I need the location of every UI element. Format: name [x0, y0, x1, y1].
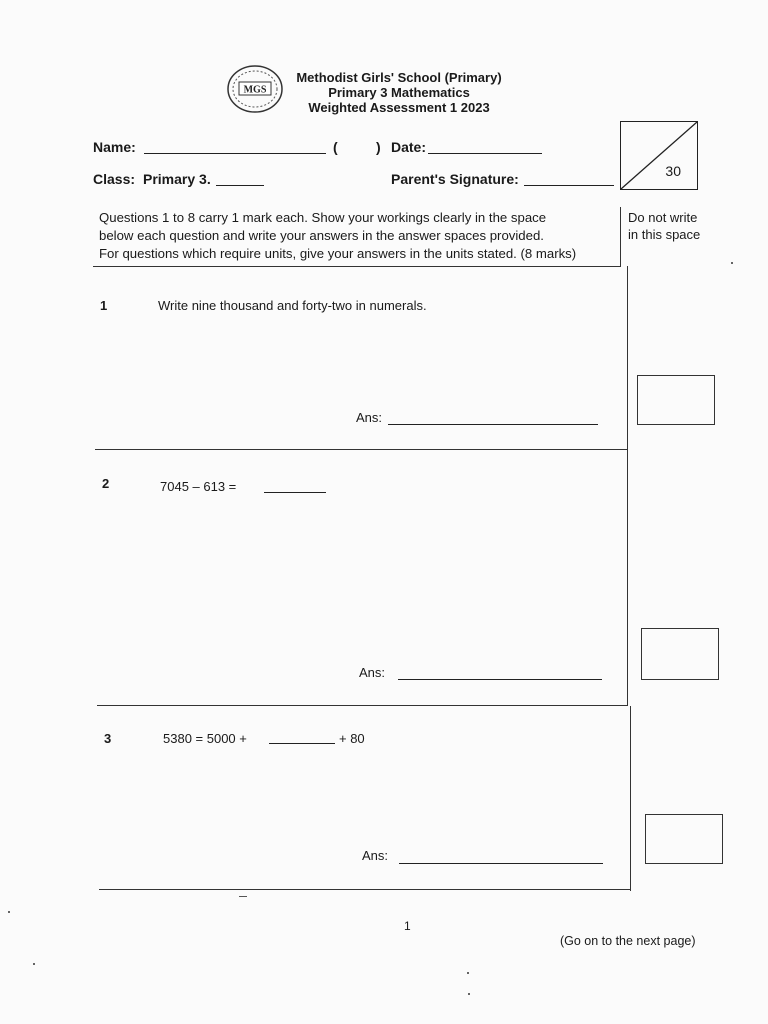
assessment-title: Weighted Assessment 1 2023 — [308, 100, 490, 115]
question-2-mark-box — [641, 628, 719, 680]
question-1-divider — [95, 449, 628, 450]
margin-divider-lower — [630, 706, 631, 891]
svg-text:MGS: MGS — [243, 84, 267, 96]
question-1-answer-field[interactable] — [388, 424, 598, 425]
do-not-write-note: Do not write in this space — [628, 210, 701, 242]
margin-divider-upper — [627, 266, 628, 706]
question-2-blank[interactable] — [264, 492, 326, 493]
question-1-number: 1 — [100, 298, 108, 313]
scan-speck — [33, 963, 35, 965]
instruction-line-3: For questions which require units, give your answers in the units stated. (8 marks) — [99, 246, 577, 261]
signature-label: Parent's Signature: — [391, 171, 519, 187]
question-2-ans-label: Ans: — [359, 665, 386, 680]
question-3-expression: 5380 = 5000 + — [163, 731, 247, 746]
name-field[interactable] — [144, 153, 326, 154]
class-label: Class: — [93, 171, 136, 187]
date-label: Date: — [391, 139, 427, 155]
subject-title: Primary 3 Mathematics — [328, 85, 470, 100]
scan-speck — [239, 896, 247, 897]
class-value: Primary 3. — [143, 171, 211, 187]
question-2-answer-field[interactable] — [398, 679, 602, 680]
question-3-blank[interactable] — [269, 743, 335, 744]
question-2-expression: 7045 – 613 = — [160, 479, 237, 494]
question-3-answer-field[interactable] — [399, 863, 603, 864]
question-3-mark-box — [645, 814, 723, 864]
signature-field[interactable] — [524, 185, 614, 186]
paren-open: ( — [333, 139, 338, 155]
question-1-ans-label: Ans: — [356, 410, 383, 425]
scan-speck — [468, 993, 470, 995]
school-logo — [226, 64, 284, 114]
score-box — [620, 121, 698, 190]
score-total: 30 — [665, 163, 681, 179]
class-field[interactable] — [216, 185, 264, 186]
instruction-divider — [620, 207, 621, 267]
instruction-bottom-rule — [93, 266, 621, 267]
page-number: 1 — [404, 919, 411, 933]
question-2-divider — [97, 705, 628, 706]
question-2-number: 2 — [102, 476, 110, 491]
question-3-divider — [99, 889, 630, 890]
question-1-text: Write nine thousand and forty-two in numerals. — [158, 298, 427, 313]
school-header — [284, 70, 514, 115]
date-field[interactable] — [428, 153, 542, 154]
scan-speck — [8, 911, 10, 913]
question-3-expression-end: + 80 — [339, 731, 365, 746]
question-3-number: 3 — [104, 731, 112, 746]
question-1-mark-box — [637, 375, 715, 425]
instruction-line-1: Questions 1 to 8 carry 1 mark each. Show your workings clearly in the space — [99, 210, 547, 225]
question-3-ans-label: Ans: — [362, 848, 389, 863]
name-label: Name: — [93, 139, 136, 155]
school-name: Methodist Girls' School (Primary) — [296, 70, 502, 85]
instruction-line-2: below each question and write your answers in the answer spaces provided. — [99, 228, 544, 243]
scan-speck — [467, 972, 469, 974]
scan-speck — [731, 262, 733, 264]
next-page-note: (Go on to the next page) — [560, 934, 696, 948]
paren-close: ) — [376, 139, 381, 155]
instructions — [99, 209, 619, 263]
